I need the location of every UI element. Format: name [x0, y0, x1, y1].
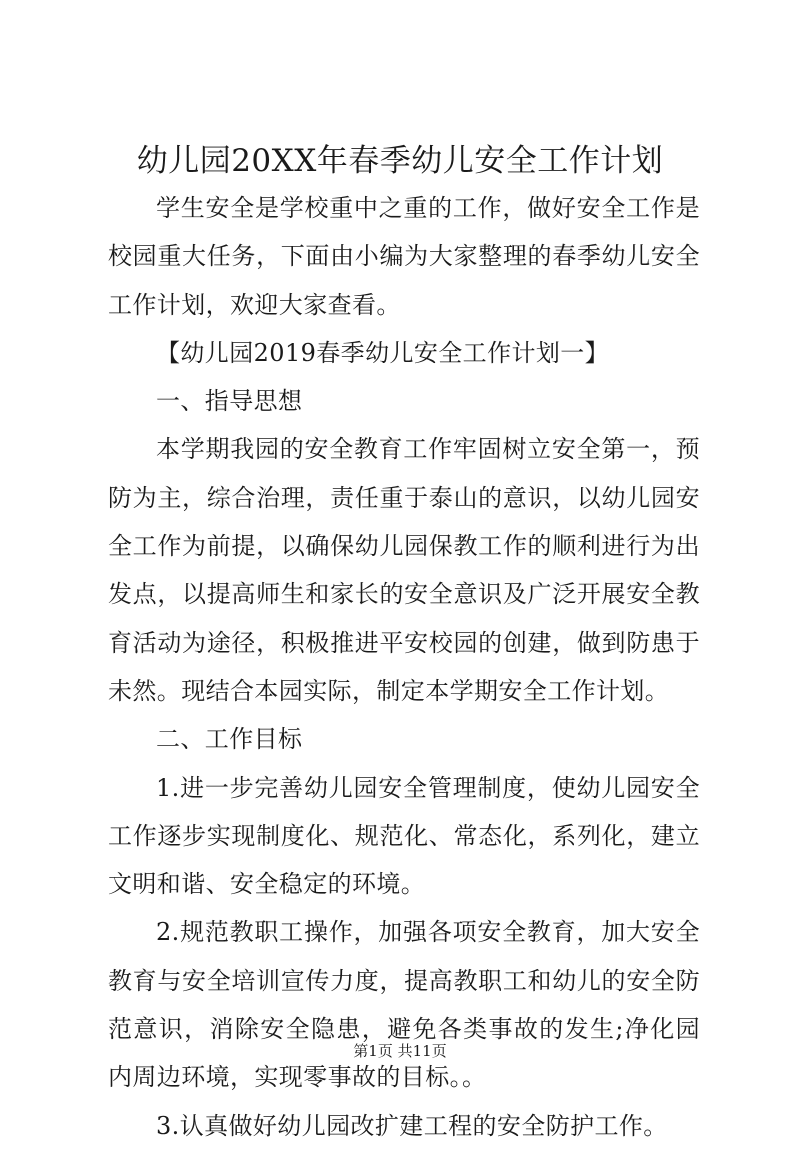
section-heading-work-goals: 二、工作目标	[156, 725, 303, 754]
goal-item-1: 1.进一步完善幼儿园安全管理制度，使幼儿园安全工作逐步实现制度化、规范化、常态化，系列化，建立文明和谐、安全稳定的环境。	[108, 773, 700, 899]
guiding-ideology-paragraph: 本学期我园的安全教育工作牢固树立安全第一，预防为主，综合治理，责任重于泰山的意识，以幼儿园安全工作为前提，以确保幼儿园保教工作的顺利进行为出发点，以提高师生和家长的安全意识及广泛开展安全教育活动为途径，积极推进平安校园的创建，做到防患于未然。现结合本园实际，制定本学期安全工作计划。	[108, 435, 700, 705]
intro-paragraph: 学生安全是学校重中之重的工作，做好安全工作是校园重大任务，下面由小编为大家整理的春季幼儿安全工作计划，欢迎大家查看。	[108, 194, 700, 319]
section-heading-guiding-ideology: 一、指导思想	[156, 387, 303, 416]
section-heading-plan-one: 【幼儿园2019春季幼儿安全工作计划一】	[156, 338, 610, 367]
page-number-footer: 第1页 共11页	[353, 1042, 447, 1060]
document-title: 幼儿园20XX年春季幼儿安全工作计划	[136, 143, 664, 179]
document-body	[108, 184, 700, 1150]
goal-item-2: 2.规范教职工操作，加强各项安全教育，加大安全教育与安全培训宣传力度，提高教职工和幼儿的安全防范意识，消除安全隐患，避免各类事故的发生;净化园内周边环境，实现零事故的目标。。	[108, 918, 700, 1092]
goal-item-3: 3.认真做好幼儿园改扩建工程的安全防护工作。	[156, 1111, 668, 1140]
